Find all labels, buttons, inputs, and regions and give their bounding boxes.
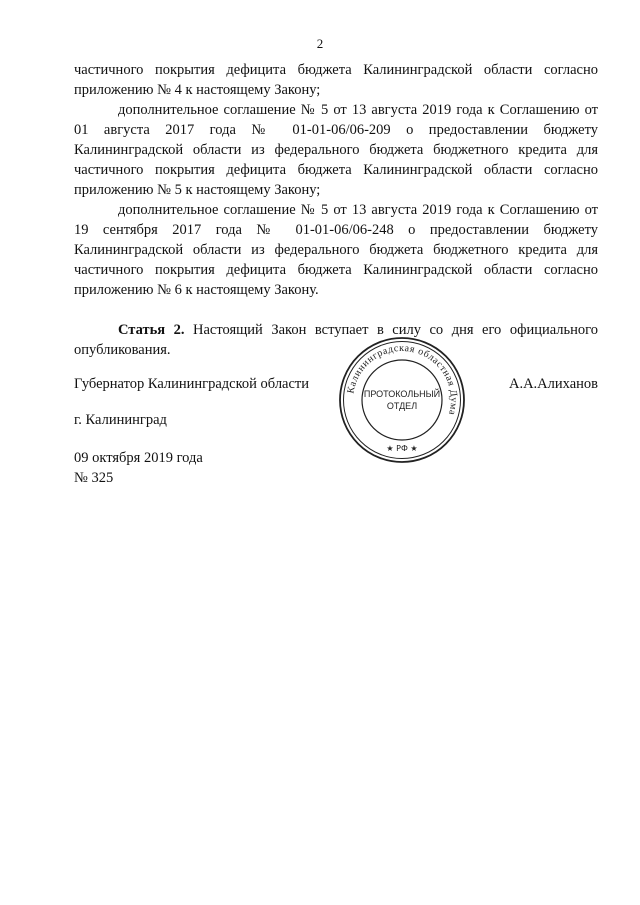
seal-stamp xyxy=(337,335,467,465)
governor-title: Губернатор Калининградской области xyxy=(74,376,310,392)
stamp-outer-ring-inner xyxy=(344,342,461,459)
signing-info xyxy=(74,448,203,488)
paragraph-1: частичного покрытия дефицита бюджета Калининградской области согласно приложению № 4 к настоящему Закону; xyxy=(74,62,598,98)
stamp-center-line1: ПРОТОКОЛЬНЫЙ xyxy=(363,389,441,399)
stamp-center-line2: ОТДЕЛ xyxy=(386,401,418,411)
article-text: Настоящий Закон вступает в силу со дня его официального опубликования. xyxy=(74,322,598,358)
article-2 xyxy=(74,320,598,360)
stamp-inner-ring xyxy=(362,360,442,440)
signing-date: 09 октября 2019 года xyxy=(74,450,203,466)
law-number: № 325 xyxy=(74,470,114,486)
paragraph-3: дополнительное соглашение № 5 от 13 августа 2019 года к Соглашению от 19 сентября 2017 года № 01-01-06/06-248 о предоставлении бюджету Калининградской области из федерального бюджета бюджетного кредита для частичного покрытия дефицита бюджета Калининградской области согласно приложению № 6 к настоящему Закону. xyxy=(74,202,598,298)
paragraph-2: дополнительное соглашение № 5 от 13 августа 2019 года к Соглашению от 01 августа 2017 года № 01-01-06/06-209 о предоставлении бюджету Калининградской области из федерального бюджета бюджетного кредита для частичного покрытия дефицита бюджета Калининградской области согласно приложению № 5 к настоящему Закону; xyxy=(74,102,598,198)
city: г. Калининград xyxy=(74,412,167,428)
stamp-ring-text: Калининградская областная Дума xyxy=(345,342,460,417)
article-label: Статья 2. xyxy=(118,322,185,338)
page-number: 2 xyxy=(316,36,324,51)
document-body xyxy=(74,60,598,360)
governor-name: А.А.Алиханов xyxy=(508,376,598,392)
stamp-bottom-text: ★ РФ ★ xyxy=(386,444,418,453)
